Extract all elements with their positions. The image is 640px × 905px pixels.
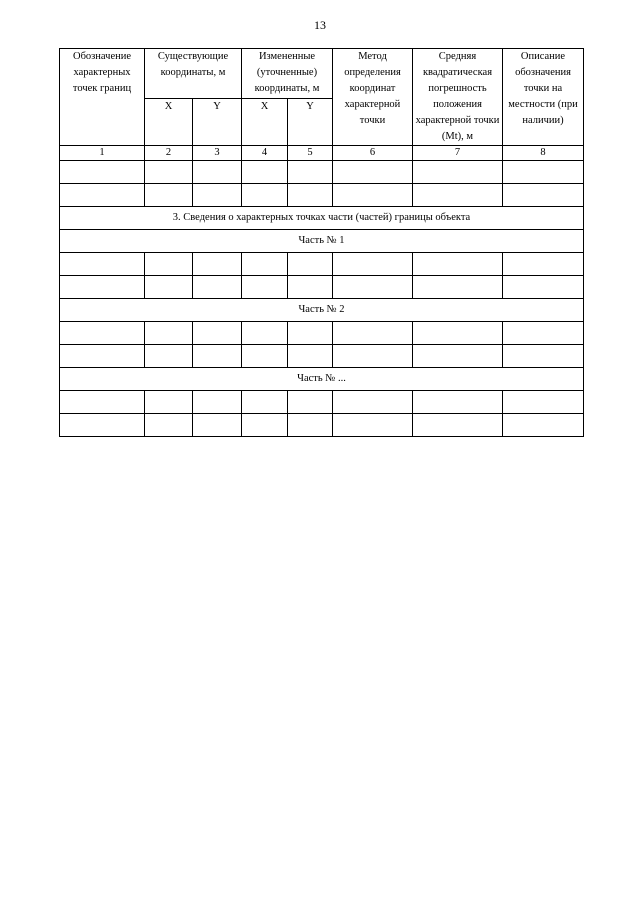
- header-existing-coords: Существующие координаты, м: [145, 49, 242, 99]
- table-cell: [413, 184, 503, 207]
- table-cell: [242, 345, 288, 368]
- section-title-row: [60, 207, 584, 230]
- column-number: 7: [413, 146, 503, 161]
- header-method: Метод определения координат характерной точки: [333, 49, 413, 146]
- header-designation: Обозначение характерных точек границ: [60, 49, 145, 146]
- header-changed-coords: Измененные (уточненные) координаты, м: [242, 49, 333, 99]
- table-cell: [413, 414, 503, 437]
- table-cell: [193, 322, 242, 345]
- table-row: [60, 276, 584, 299]
- table-cell: [288, 322, 333, 345]
- table-cell: [333, 184, 413, 207]
- column-number: 8: [503, 146, 584, 161]
- table-cell: [413, 391, 503, 414]
- boundary-points-table: [59, 48, 584, 437]
- header-description: Описание обозначения точки на местности (при наличии): [503, 49, 584, 146]
- header-changed-y: Y: [288, 98, 333, 146]
- table-cell: [193, 184, 242, 207]
- table-cell: [333, 391, 413, 414]
- table-cell: [413, 161, 503, 184]
- table-cell: [333, 414, 413, 437]
- header-mean-error: Средняя квадратическая погрешность положения характерной точки (Mt), м: [413, 49, 503, 146]
- table-cell: [145, 253, 193, 276]
- table-cell: [288, 414, 333, 437]
- table-cell: [288, 391, 333, 414]
- table-cell: [288, 184, 333, 207]
- header-changed-x: X: [242, 98, 288, 146]
- column-number: 4: [242, 146, 288, 161]
- column-number: 2: [145, 146, 193, 161]
- table-cell: [145, 322, 193, 345]
- table-cell: [242, 184, 288, 207]
- part-title: Часть № ...: [60, 368, 584, 391]
- table-cell: [503, 253, 584, 276]
- part-title-row: [60, 230, 584, 253]
- table-cell: [145, 391, 193, 414]
- table-cell: [242, 391, 288, 414]
- part-title-row: [60, 368, 584, 391]
- table-row: [60, 414, 584, 437]
- table-row: [60, 161, 584, 184]
- part-title: Часть № 1: [60, 230, 584, 253]
- table-cell: [60, 161, 145, 184]
- table-cell: [288, 161, 333, 184]
- table-row: [60, 322, 584, 345]
- table-cell: [413, 345, 503, 368]
- table-cell: [333, 253, 413, 276]
- table-cell: [288, 276, 333, 299]
- table-cell: [193, 276, 242, 299]
- header-row: [60, 49, 584, 99]
- table-cell: [60, 253, 145, 276]
- table-cell: [413, 253, 503, 276]
- table-cell: [193, 253, 242, 276]
- table-cell: [60, 345, 145, 368]
- column-number: 3: [193, 146, 242, 161]
- table-cell: [60, 414, 145, 437]
- table-cell: [413, 322, 503, 345]
- column-number: 1: [60, 146, 145, 161]
- table-cell: [503, 391, 584, 414]
- table-cell: [503, 276, 584, 299]
- table-row: [60, 184, 584, 207]
- table-cell: [193, 161, 242, 184]
- table-cell: [503, 184, 584, 207]
- table-cell: [60, 391, 145, 414]
- table-row: [60, 253, 584, 276]
- page-number: 13: [314, 18, 326, 32]
- table-cell: [145, 414, 193, 437]
- table-cell: [503, 414, 584, 437]
- table-cell: [242, 161, 288, 184]
- table-cell: [145, 276, 193, 299]
- table-cell: [242, 414, 288, 437]
- table-cell: [60, 184, 145, 207]
- column-number: 6: [333, 146, 413, 161]
- table-row: [60, 345, 584, 368]
- table-cell: [242, 253, 288, 276]
- table-cell: [145, 184, 193, 207]
- table-cell: [288, 345, 333, 368]
- table-row: [60, 391, 584, 414]
- table-cell: [288, 253, 333, 276]
- table-cell: [333, 322, 413, 345]
- table-cell: [60, 322, 145, 345]
- table-cell: [145, 345, 193, 368]
- table-cell: [503, 322, 584, 345]
- header-existing-y: Y: [193, 98, 242, 146]
- part-title: Часть № 2: [60, 299, 584, 322]
- table-cell: [333, 345, 413, 368]
- section-title: 3. Сведения о характерных точках части (частей) границы объекта: [60, 207, 584, 230]
- table-cell: [60, 276, 145, 299]
- table-cell: [333, 276, 413, 299]
- column-number: 5: [288, 146, 333, 161]
- table-cell: [413, 276, 503, 299]
- table-cell: [193, 345, 242, 368]
- table-cell: [503, 161, 584, 184]
- header-existing-x: X: [145, 98, 193, 146]
- part-title-row: [60, 299, 584, 322]
- table-cell: [242, 322, 288, 345]
- table-cell: [193, 391, 242, 414]
- table-cell: [503, 345, 584, 368]
- table-cell: [333, 161, 413, 184]
- table-cell: [242, 276, 288, 299]
- table-cell: [193, 414, 242, 437]
- table-cell: [145, 161, 193, 184]
- column-number-row: [60, 146, 584, 161]
